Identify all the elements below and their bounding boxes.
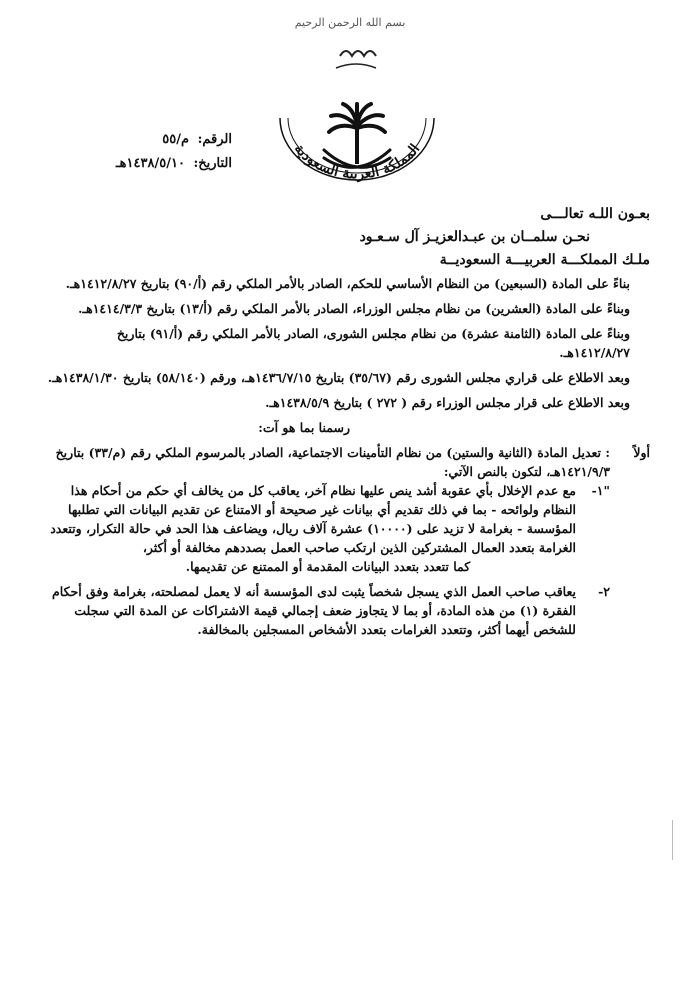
emblem-text: المملكة العربية السعودية xyxy=(290,141,424,183)
preamble-paragraph: وبناءً على المادة (الثامنة عشرة) من نظام مجلس الشورى، الصادر بالأمر الملكي رقم (أ/٩١) بتاريخ ١٤١٢/٨/٢٧هـ. xyxy=(116,326,630,360)
basmala: بسم الله الرحمن الرحيم xyxy=(294,16,406,29)
article-number: أولاً xyxy=(633,445,650,460)
saudi-emblem-icon xyxy=(262,38,452,200)
article-first xyxy=(46,443,650,481)
article-item xyxy=(46,582,610,639)
ref-line xyxy=(72,128,232,152)
article-item xyxy=(46,481,610,557)
item-text: يعاقب صاحب العمل الذي يسجل شخصاً يثبت لدى المؤسسة أنه لا يعمل لمصلحته، بغرامة وفق أحكام الفقرة (١) من هذه المادة، أو بما لا يتجاوز ضعف إجمالي قيمة الاشتراكات عن المدة التي سجلت للشخص أيهما أكثر، وتتعدد الغرامات بتعدد الأشخاص المسجلين بالمخالفة. xyxy=(52,584,576,637)
opening-line-1: بعـون اللـه تعالـــى xyxy=(540,206,650,222)
article-items xyxy=(46,481,650,639)
article-text: : تعديل المادة (الثانية والستين) من نظام التأمينات الاجتماعية، الصادر بالمرسوم الملكي رقم (م/٣٣) بتاريخ ١٤٢١/٩/٣هـ، لتكون بالنص الآتي: xyxy=(55,445,610,479)
ref-value: م/٥٥ xyxy=(162,132,190,147)
item-number: "١- xyxy=(591,483,610,498)
item-number: ٢- xyxy=(598,584,610,599)
preamble-paragraph: وبعد الاطلاع على قراري مجلس الشورى رقم (٣٥/٦٧) بتاريخ ١٤٣٦/٧/١٥هـ، ورقم (٥٨/١٤٠) بتاريخ ١٤٣٨/١/٣٠هـ. xyxy=(47,370,630,385)
date-value: ١٤٣٨/٥/١٠هـ xyxy=(115,156,185,171)
decree-intro: رسمنا بما هو آت: xyxy=(258,420,350,435)
item-tail: كما تتعدد بتعدد البيانات المقدمة أو الممتنع عن تقديمها. xyxy=(185,559,471,574)
date-line xyxy=(72,152,232,176)
opening-line-3: ملـك المملكـــة العربيـــة السعوديــة xyxy=(439,252,650,268)
decree-body xyxy=(46,205,650,639)
reference-block xyxy=(72,128,232,176)
opening-line-2: نحـن سلمــان بن عبـدالعزيـز آل سـعـود xyxy=(359,229,590,245)
preamble-paragraph: وبناءً على المادة (العشرين) من نظام مجلس الوزراء، الصادر بالأمر الملكي رقم (أ/١٣) بتاريخ ١٤١٤/٣/٣هـ. xyxy=(78,301,630,316)
item-text: مع عدم الإخلال بأي عقوبة أشد ينص عليها نظام آخر، يعاقب كل من يخالف أي حكم من أحكام هذا النظام ولوائحه - بما في ذلك تقديم أي بيانات غير صحيحة أو الامتناع عن تقديم البيانات التي تطلبها المؤسسة - بغرامة لا تزيد على (١٠٠٠٠) عشرة آلاف ريال، ويضاعف هذا الحد في حالة التكرار، وتتعدد الغرامة بتعدد العمال المشتركين الذين ارتكب صاحب العمل بصددهم مخالفة أو أكثر، xyxy=(50,483,576,555)
preamble-paragraph: وبعد الاطلاع على قرار مجلس الوزراء رقم ( ٢٧٢ ) بتاريخ ١٤٣٨/٥/٩هـ. xyxy=(265,395,630,410)
date-label: التاريخ: xyxy=(193,156,232,171)
preamble-paragraph: بناءً على المادة (السبعين) من النظام الأساسي للحكم، الصادر بالأمر الملكي رقم (أ/٩٠) بتاريخ ١٤١٢/٨/٢٧هـ. xyxy=(65,276,630,291)
ref-label: الرقم: xyxy=(197,132,232,147)
margin-mark xyxy=(672,820,673,860)
